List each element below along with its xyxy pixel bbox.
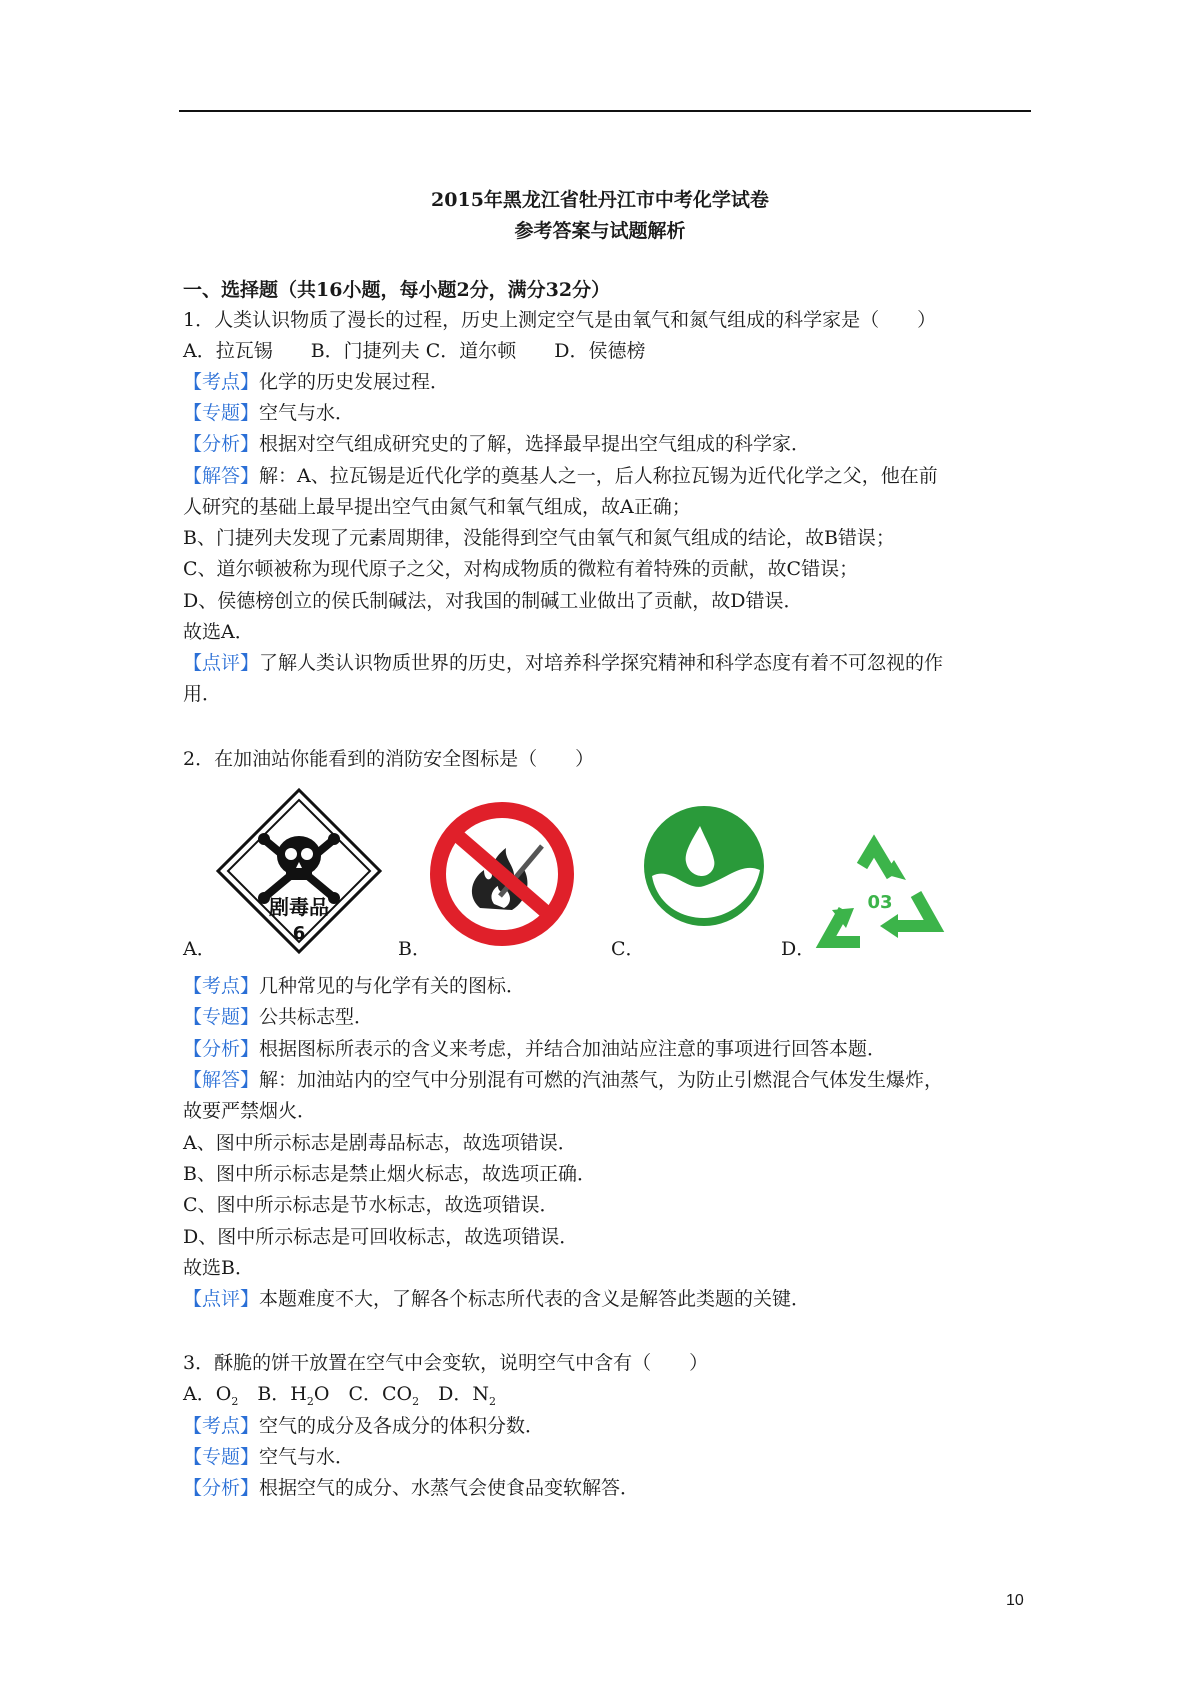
q2-option-b-label: B． — [398, 938, 431, 960]
section-heading: 一、选择题（共16小题，每小题2分，满分32分） — [183, 279, 611, 301]
q2-option-d-label: D． — [781, 938, 816, 960]
q1-jieda-3: B、门捷列夫发现了元素周期律，没能得到空气由氧气和氮气组成的结论，故B错误； — [183, 527, 895, 549]
recycle-sign-icon — [812, 832, 948, 956]
q2-jieda-6: D、图中所示标志是可回收标志，故选项错误． — [183, 1226, 579, 1248]
q2-dianping: 【点评】本题难度不大，了解各个标志所代表的含义是解答此类题的关键． — [183, 1288, 811, 1310]
q1-jieda: 【解答】解：A、拉瓦锡是近代化学的奠基人之一，后人称拉瓦锡为近代化学之父，他在前 — [183, 465, 938, 487]
toxic-sign-class: 6 — [292, 923, 306, 944]
q2-zhuanti: 【专题】公共标志型． — [183, 1006, 374, 1028]
page-subtitle: 参考答案与试题解析 — [514, 220, 686, 242]
tag-fenxi: 【分析】 — [183, 433, 260, 455]
toxic-sign-icon — [214, 786, 384, 956]
q2-fenxi: 【分析】根据图标所表示的含义来考虑，并结合加油站应注意的事项进行回答本题． — [183, 1038, 887, 1060]
q1-stem: 1．人类认识物质了漫长的过程，历史上测定空气是由氧气和氮气组成的科学家是（ ） — [183, 309, 937, 331]
tag-dianping: 【点评】 — [183, 652, 260, 674]
page-number: 10 — [1006, 1592, 1024, 1609]
q1-options: A．拉瓦锡 B．门捷列夫 C．道尔顿 D．侯德榜 — [183, 340, 646, 362]
q2-jieda-3: A、图中所示标志是剧毒品标志，故选项错误． — [183, 1132, 577, 1154]
q1-zhuanti: 【专题】空气与水． — [183, 402, 355, 424]
q2-jieda-2: 故要严禁烟火． — [183, 1100, 317, 1122]
q3-kaodian: 【考点】空气的成分及各成分的体积分数． — [183, 1415, 545, 1437]
q1-fenxi: 【分析】根据对空气组成研究史的了解，选择最早提出空气组成的科学家． — [183, 433, 811, 455]
page-title: 2015年黑龙江省牡丹江市中考化学试卷 — [431, 189, 769, 211]
q1-dianping: 【点评】了解人类认识物质世界的历史，对培养科学探究精神和科学态度有着不可忽视的作 — [183, 652, 944, 674]
no-fire-sign-icon — [428, 800, 576, 948]
header-rule — [179, 110, 1031, 112]
tag-kaodian: 【考点】 — [183, 371, 260, 393]
q2-option-c-label: C． — [611, 938, 645, 960]
q2-stem: 2．在加油站你能看到的消防安全图标是（ ） — [183, 748, 595, 770]
q3-zhuanti: 【专题】空气与水． — [183, 1446, 355, 1468]
water-saving-sign-icon — [642, 804, 766, 928]
q3-fenxi: 【分析】根据空气的成分、水蒸气会使食品变软解答． — [183, 1477, 640, 1499]
q2-option-a-label: A． — [183, 938, 216, 960]
q1-kaodian: 【考点】化学的历史发展过程． — [183, 371, 450, 393]
q1-jieda-5: D、侯德榜创立的侯氏制碱法，对我国的制碱工业做出了贡献，故D错误． — [183, 590, 803, 612]
tag-jieda: 【解答】 — [183, 465, 260, 487]
q2-jieda: 【解答】解：加油站内的空气中分别混有可燃的汽油蒸气，为防止引燃混合气体发生爆炸， — [183, 1069, 944, 1091]
q2-jieda-5: C、图中所示标志是节水标志，故选项错误． — [183, 1194, 559, 1216]
q1-answer: 故选A． — [183, 621, 254, 643]
q2-kaodian: 【考点】几种常见的与化学有关的图标． — [183, 975, 526, 997]
q1-jieda-2: 人研究的基础上最早提出空气由氮气和氧气组成，故A正确； — [183, 496, 691, 518]
tag-zhuanti: 【专题】 — [183, 402, 260, 424]
recycle-code: 03 — [867, 892, 893, 913]
q2-answer: 故选B． — [183, 1257, 254, 1279]
q1-jieda-4: C、道尔顿被称为现代原子之父，对构成物质的微粒有着特殊的贡献，故C错误； — [183, 558, 859, 580]
q3-options: A．$O_2$ B．$H_2O$ C．$CO_2$ D．$N_2$ — [183, 1383, 496, 1408]
q2-jieda-4: B、图中所示标志是禁止烟火标志，故选项正确． — [183, 1163, 596, 1185]
q3-stem: 3．酥脆的饼干放置在空气中会变软，说明空气中含有（ ） — [183, 1352, 709, 1374]
toxic-sign-label: 剧毒品 — [269, 895, 329, 919]
q1-dianping-2: 用． — [183, 683, 222, 705]
